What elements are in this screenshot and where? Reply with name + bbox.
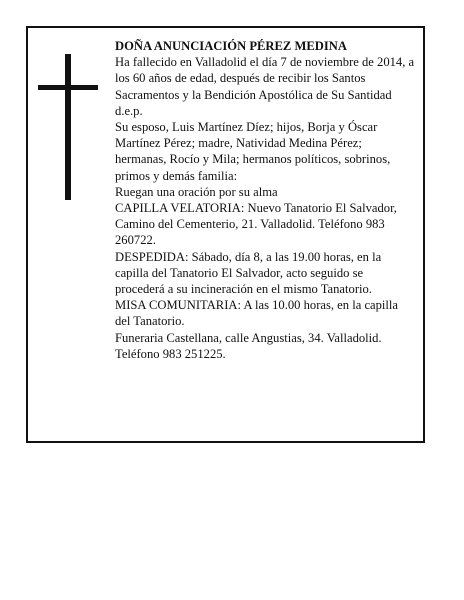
funeral-home-details: Funeraria Castellana, calle Angustias, 34. Valladolid. Teléfono 983 251225.: [115, 330, 382, 361]
death-announcement: Ha fallecido en Valladolid el día 7 de noviembre de 2014, a los 60 años de edad, después de recibir los Santos Sacramentos y la Bendición Apostólica de Su Santidad: [115, 55, 415, 102]
family-list: Su esposo, Luis Martínez Díez; hijos, Borja y Óscar Martínez Pérez; madre, Natividad Medina Pérez; hermanas, Rocío y Mila; hermanos políticos, sobrinos, primos y demás familia:: [115, 120, 391, 183]
cross-icon: [38, 54, 98, 200]
prayer-request: Ruegan una oración por su alma: [115, 184, 278, 199]
farewell-details: DESPEDIDA: Sábado, día 8, a las 19.00 horas, en la capilla del Tanatorio El Salvador, acto seguido se procederá a su incineración en el mismo Tanatorio.: [115, 249, 382, 297]
cross-horizontal-bar: [38, 85, 98, 90]
cross-vertical-bar: [65, 54, 71, 200]
wake-details: CAPILLA VELATORIA: Nuevo Tanatorio El Salvador, Camino del Cementerio, 21. Valladolid. Teléfono 983 260722.: [115, 201, 397, 248]
obituary-notice: [26, 26, 425, 443]
mass-details: MISA COMUNITARIA: A las 10.00 horas, en la capilla del Tanatorio.: [115, 298, 399, 329]
rip-abbreviation: d.e.p.: [115, 103, 143, 118]
deceased-name: DOÑA ANUNCIACIÓN PÉREZ MEDINA: [115, 39, 347, 53]
obituary-text: [115, 38, 415, 362]
